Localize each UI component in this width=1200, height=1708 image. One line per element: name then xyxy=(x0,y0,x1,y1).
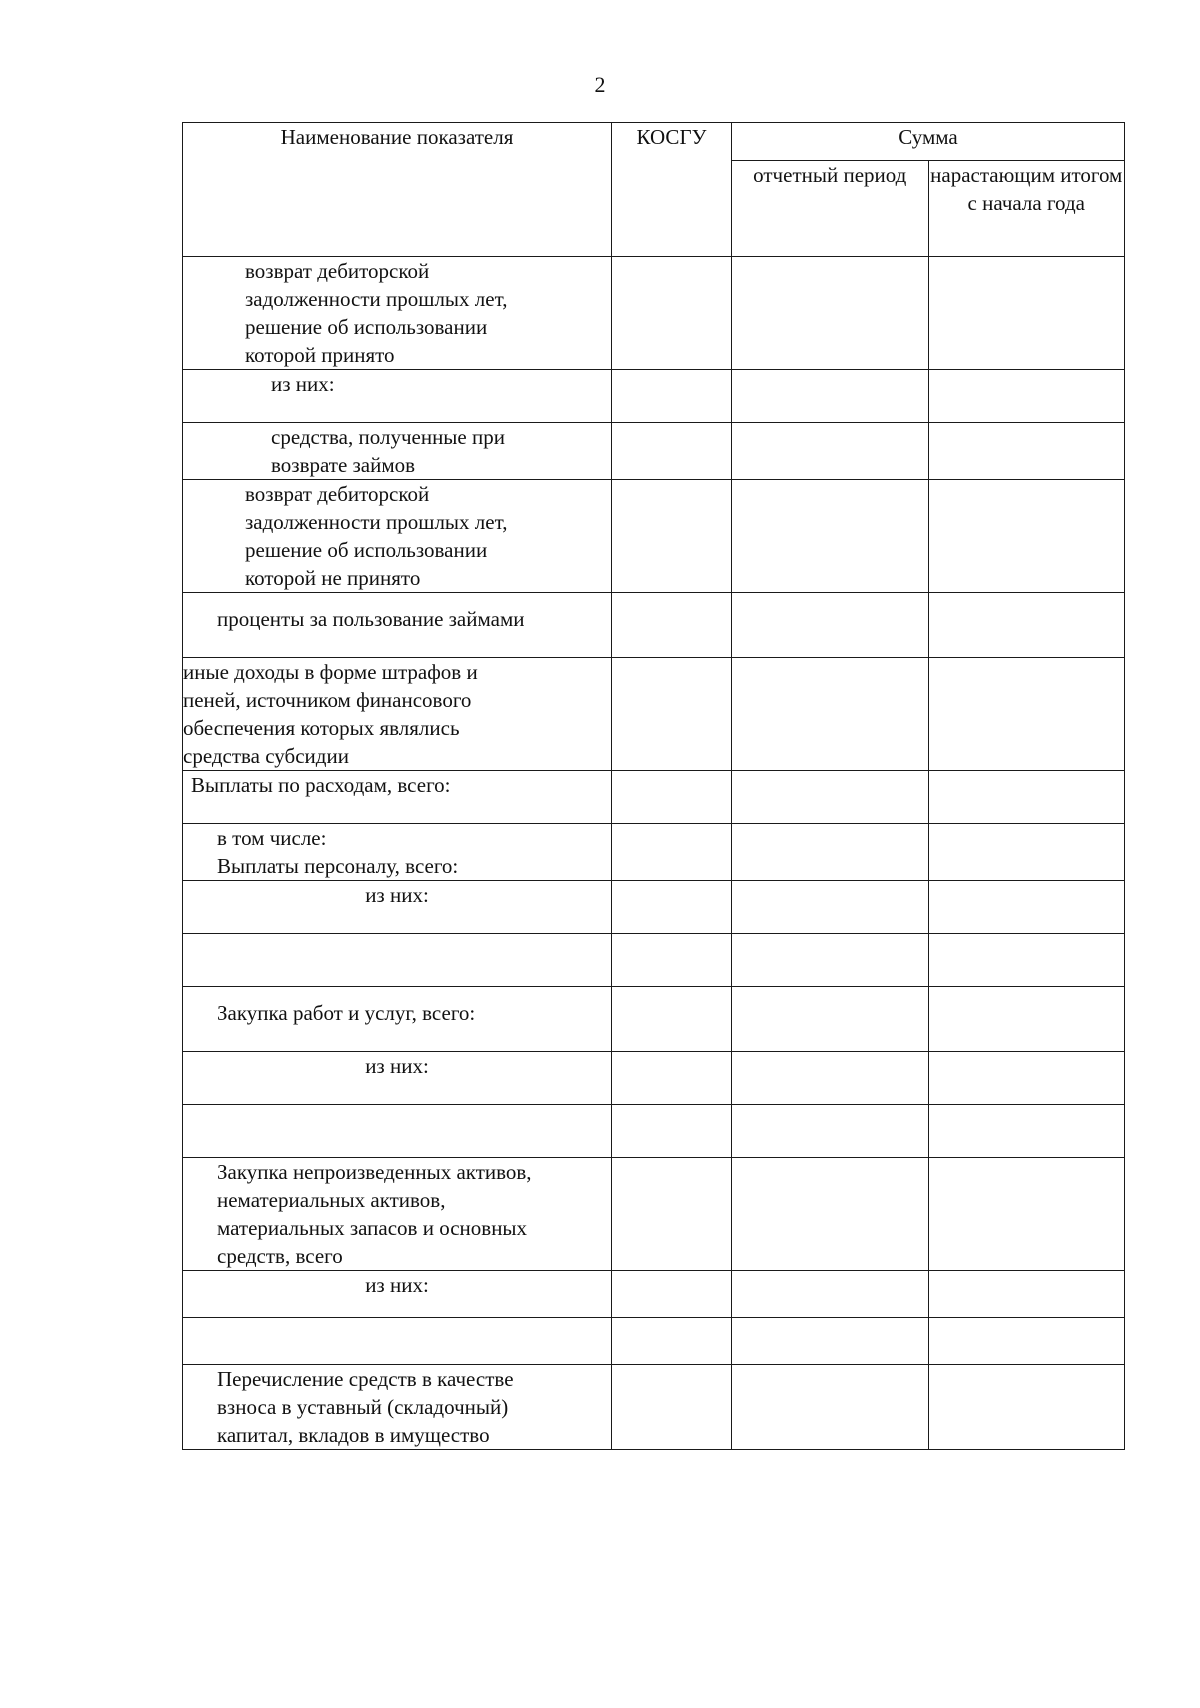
indicator-line: возврате займов xyxy=(271,453,416,477)
table-row xyxy=(183,771,1125,824)
period-cell xyxy=(732,480,929,593)
indicator-line: Закупка непроизведенных активов, xyxy=(217,1160,532,1184)
indicator-name-cell xyxy=(183,824,612,881)
indicator-line: капитал, вкладов в имущество xyxy=(217,1423,490,1447)
period-cell xyxy=(732,370,929,423)
cumulative-cell xyxy=(928,423,1125,480)
indicator-name-cell xyxy=(183,1271,612,1318)
page-number: 2 xyxy=(594,72,606,97)
cumulative-cell xyxy=(928,881,1125,934)
cumulative-cell xyxy=(928,1105,1125,1158)
period-cell xyxy=(732,1365,929,1450)
indicator-line: иные доходы в форме штрафов и xyxy=(183,660,478,684)
table-row xyxy=(183,1271,1125,1318)
period-cell xyxy=(732,423,929,480)
period-cell xyxy=(732,1318,929,1365)
cumulative-cell xyxy=(928,1365,1125,1450)
period-cell xyxy=(732,257,929,370)
cumulative-cell xyxy=(928,370,1125,423)
indicator-name-cell xyxy=(183,1158,612,1271)
kosgu-cell xyxy=(612,1158,732,1271)
indicator-name-cell xyxy=(183,658,612,771)
indicator-line: взноса в уставный (складочный) xyxy=(217,1395,509,1419)
indicator-line: нематериальных активов, xyxy=(217,1188,446,1212)
cumulative-cell xyxy=(928,480,1125,593)
indicator-line: материальных запасов и основных xyxy=(217,1216,528,1240)
table-row xyxy=(183,881,1125,934)
indicator-name-cell xyxy=(183,370,612,423)
table-row xyxy=(183,593,1125,658)
period-cell xyxy=(732,1052,929,1105)
kosgu-cell xyxy=(612,257,732,370)
indicator-line: средств, всего xyxy=(217,1244,343,1268)
header-reporting-period: отчетный период xyxy=(732,161,929,257)
indicator-line: возврат дебиторской xyxy=(245,259,430,283)
indicator-line: пеней, источником финансового xyxy=(183,688,472,712)
kosgu-cell xyxy=(612,1271,732,1318)
header-cumulative: нарастающим итогом с начала года xyxy=(928,161,1125,257)
indicator-name-cell xyxy=(183,1365,612,1450)
period-cell xyxy=(732,881,929,934)
indicator-name-cell xyxy=(183,881,612,934)
table-row xyxy=(183,824,1125,881)
indicator-name-cell xyxy=(183,1052,612,1105)
table-body xyxy=(183,257,1125,1450)
cumulative-cell xyxy=(928,593,1125,658)
header-kosgu: КОСГУ xyxy=(612,123,732,257)
kosgu-cell xyxy=(612,934,732,987)
indicator-name-cell xyxy=(183,593,612,658)
kosgu-cell xyxy=(612,771,732,824)
indicator-name-cell xyxy=(183,1318,612,1365)
period-cell xyxy=(732,934,929,987)
indicator-name-cell xyxy=(183,987,612,1052)
cumulative-cell xyxy=(928,1271,1125,1318)
indicator-line: проценты за пользование займами xyxy=(217,607,525,631)
kosgu-cell xyxy=(612,1318,732,1365)
table-row xyxy=(183,1318,1125,1365)
indicator-line: обеспечения которых являлись xyxy=(183,716,460,740)
indicator-line: из них: xyxy=(365,1273,429,1297)
indicator-line: задолженности прошлых лет, xyxy=(245,287,508,311)
kosgu-cell xyxy=(612,881,732,934)
kosgu-cell xyxy=(612,824,732,881)
cumulative-cell xyxy=(928,824,1125,881)
cumulative-cell xyxy=(928,1052,1125,1105)
indicator-line: которой принято xyxy=(245,343,395,367)
table-row xyxy=(183,423,1125,480)
indicator-name-cell xyxy=(183,934,612,987)
cumulative-cell xyxy=(928,1158,1125,1271)
period-cell xyxy=(732,658,929,771)
indicator-line: Выплаты по расходам, всего: xyxy=(191,773,451,797)
indicator-line: в том числе: xyxy=(217,826,327,850)
cumulative-cell xyxy=(928,934,1125,987)
table-row xyxy=(183,987,1125,1052)
indicator-line: задолженности прошлых лет, xyxy=(245,510,508,534)
period-cell xyxy=(732,1105,929,1158)
table-row xyxy=(183,370,1125,423)
table-row xyxy=(183,257,1125,370)
indicator-line: из них: xyxy=(365,1054,429,1078)
kosgu-cell xyxy=(612,423,732,480)
indicator-line: средства, полученные при xyxy=(271,425,505,449)
table-row xyxy=(183,480,1125,593)
indicator-line: Перечисление средств в качестве xyxy=(217,1367,514,1391)
indicator-name-cell xyxy=(183,480,612,593)
table-row xyxy=(183,1158,1125,1271)
table-row xyxy=(183,658,1125,771)
table-row xyxy=(183,1365,1125,1450)
cumulative-cell xyxy=(928,257,1125,370)
cumulative-cell xyxy=(928,771,1125,824)
table-row xyxy=(183,934,1125,987)
kosgu-cell xyxy=(612,987,732,1052)
kosgu-cell xyxy=(612,1365,732,1450)
cumulative-cell xyxy=(928,987,1125,1052)
indicator-line: которой не принято xyxy=(245,566,421,590)
indicator-line: решение об использовании xyxy=(245,315,488,339)
table-row xyxy=(183,1105,1125,1158)
kosgu-cell xyxy=(612,1052,732,1105)
period-cell xyxy=(732,1271,929,1318)
kosgu-cell xyxy=(612,658,732,771)
period-cell xyxy=(732,987,929,1052)
table-row xyxy=(183,1052,1125,1105)
header-sum: Сумма xyxy=(732,123,1125,161)
indicator-line: возврат дебиторской xyxy=(245,482,430,506)
indicator-line: из них: xyxy=(365,883,429,907)
kosgu-cell xyxy=(612,480,732,593)
period-cell xyxy=(732,824,929,881)
cumulative-cell xyxy=(928,1318,1125,1365)
cumulative-cell xyxy=(928,658,1125,771)
indicator-line: решение об использовании xyxy=(245,538,488,562)
kosgu-cell xyxy=(612,1105,732,1158)
indicator-line: из них: xyxy=(271,372,335,396)
kosgu-cell xyxy=(612,593,732,658)
kosgu-cell xyxy=(612,370,732,423)
header-indicator-name: Наименование показателя xyxy=(183,123,612,257)
period-cell xyxy=(732,1158,929,1271)
indicator-name-cell xyxy=(183,423,612,480)
indicator-line: Закупка работ и услуг, всего: xyxy=(217,1001,476,1025)
period-cell xyxy=(732,771,929,824)
indicator-line: средства субсидии xyxy=(183,744,349,768)
indicator-name-cell xyxy=(183,771,612,824)
indicator-name-cell xyxy=(183,1105,612,1158)
indicator-name-cell xyxy=(183,257,612,370)
indicator-line: Выплаты персоналу, всего: xyxy=(217,854,459,878)
period-cell xyxy=(732,593,929,658)
report-table xyxy=(182,122,1125,1450)
